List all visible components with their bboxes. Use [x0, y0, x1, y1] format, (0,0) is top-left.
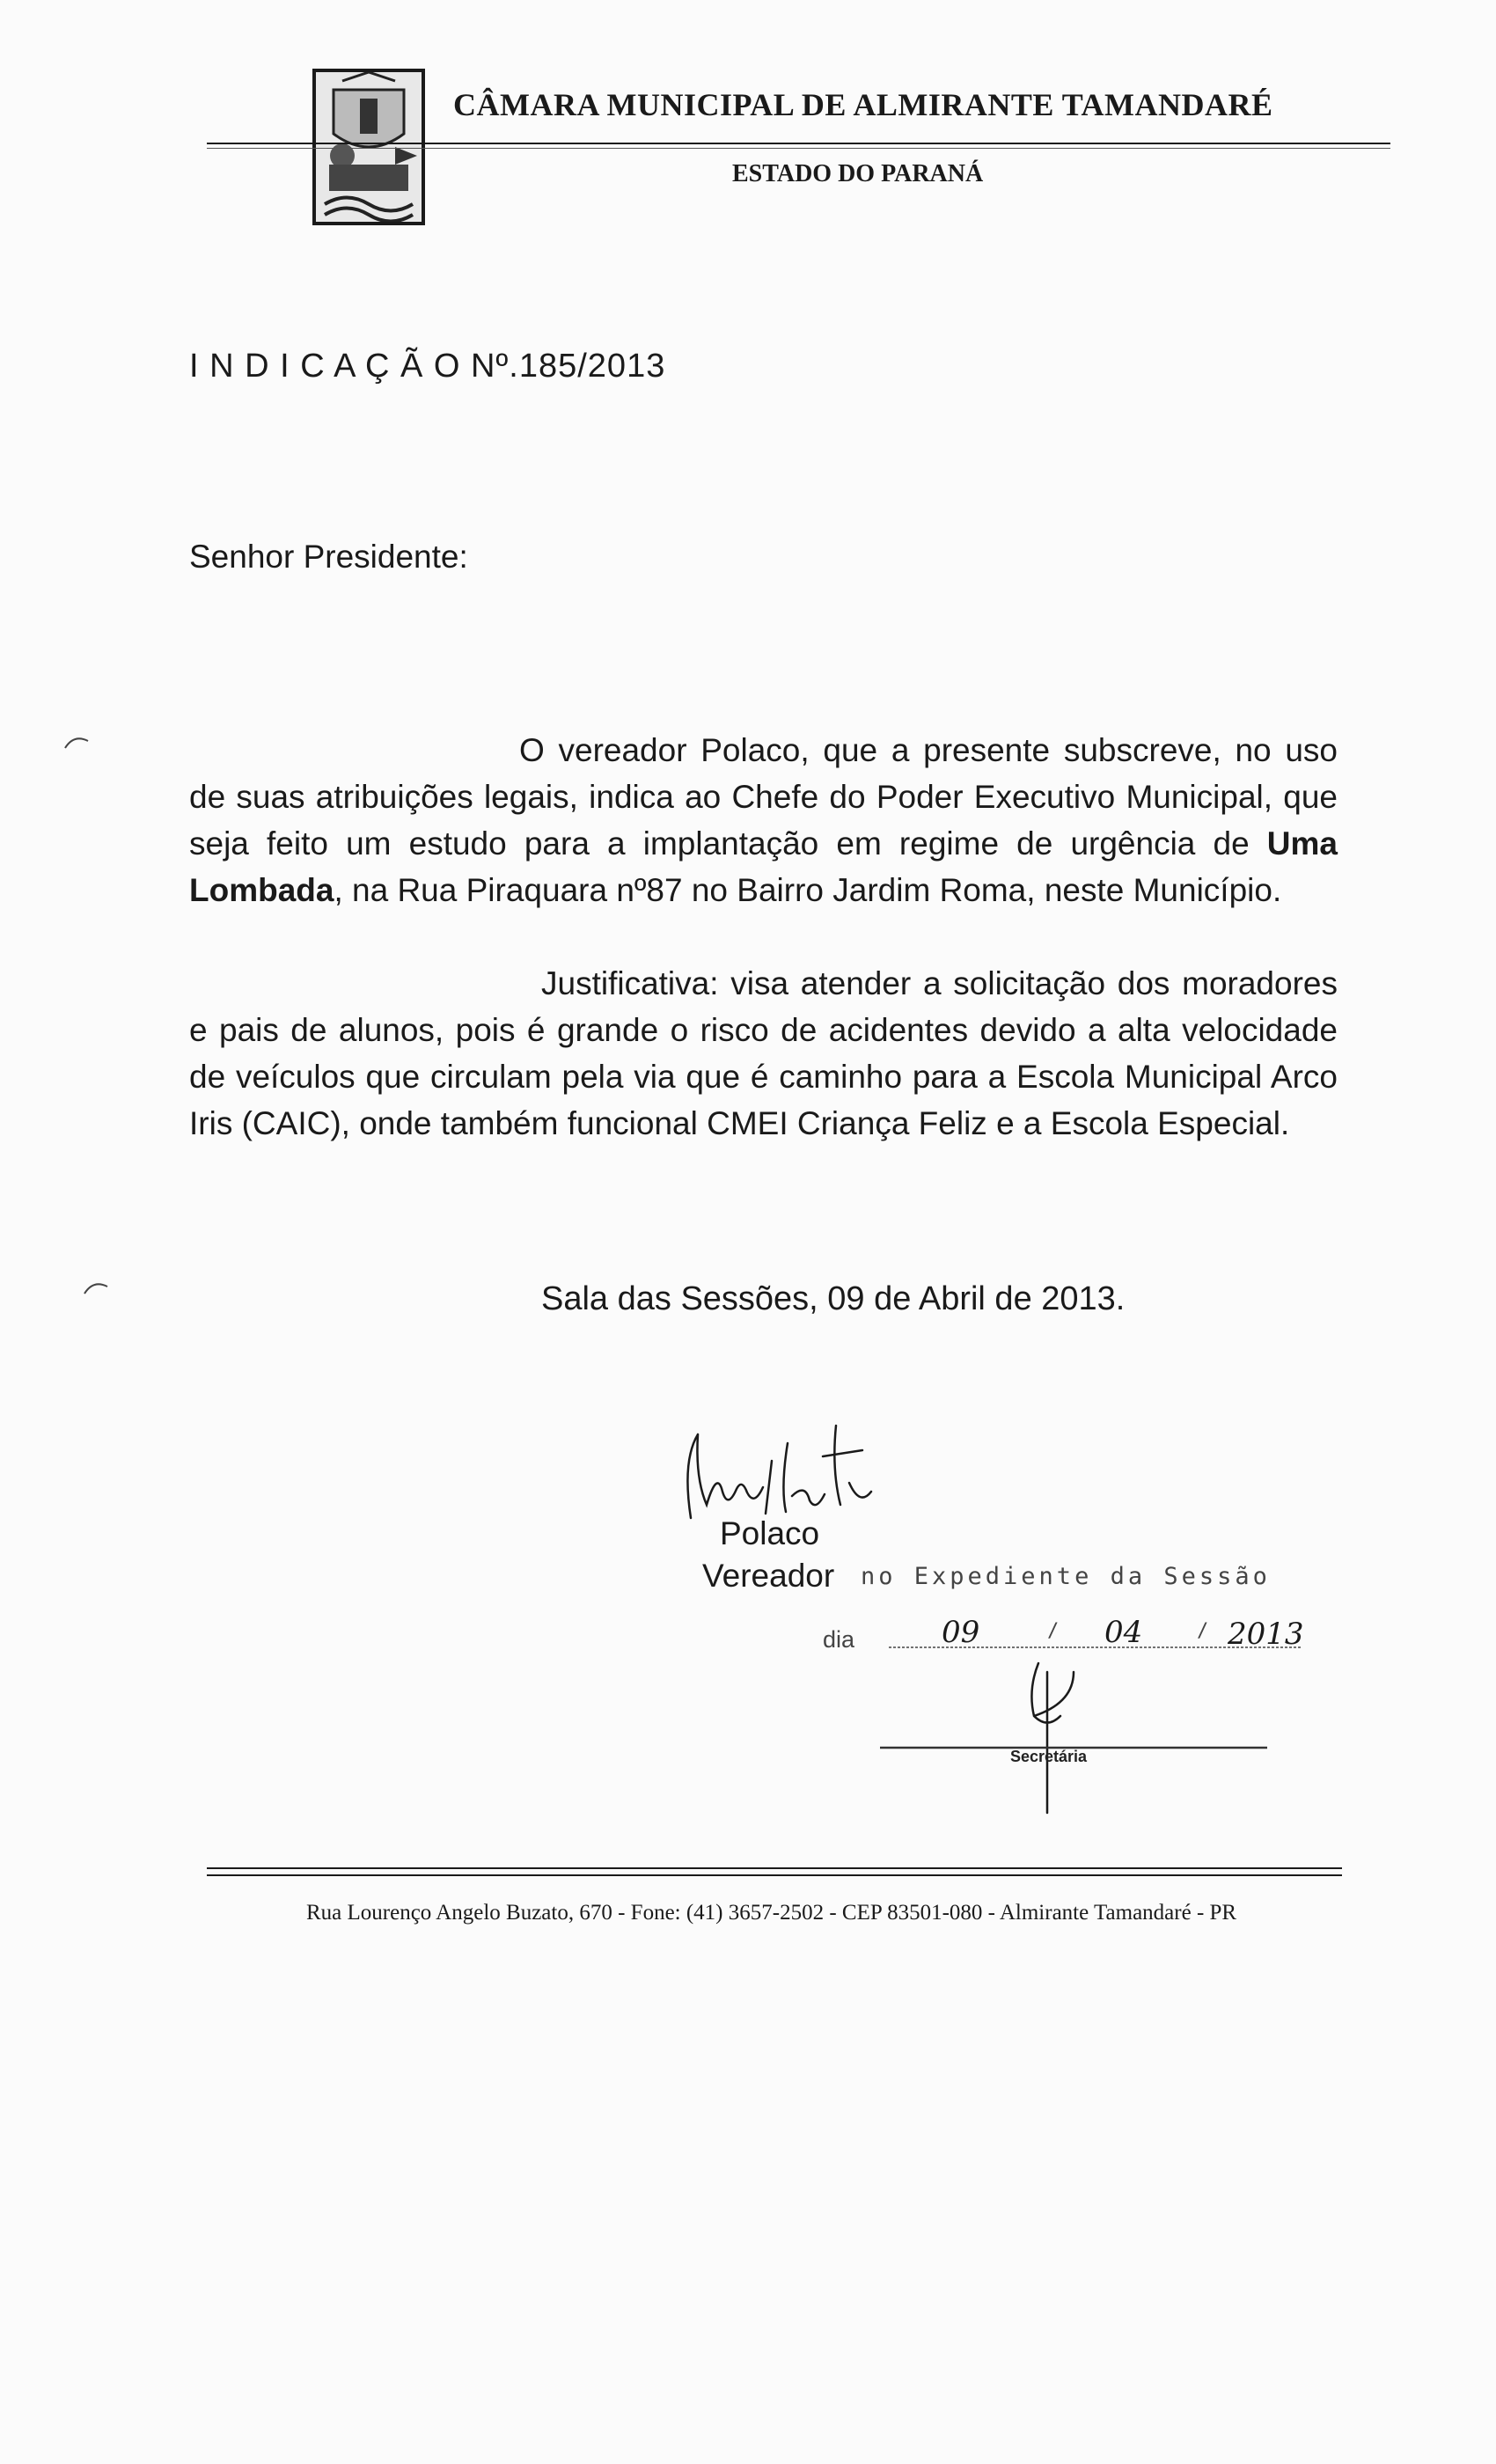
- paragraph2-text: Justificativa: visa atender a solicitação dos moradores e pais de alunos, pois é grande o risco de acidentes devido a alta velocidade de veículos que circulam pela via que é caminho para a Escola Municipal Arco Iris (CAIC), onde também funcional CMEI Criança Feliz e a Escola Especial.: [189, 965, 1338, 1141]
- paragraph1-end: , na Rua Piraquara nº87 no Bairro Jardim Roma, neste Município.: [334, 872, 1282, 908]
- punch-hole-mark-icon: [81, 1274, 111, 1304]
- footer-divider: [207, 1867, 1342, 1869]
- header-divider: [207, 143, 1390, 144]
- indication-number: I N D I C A Ç Ã O Nº.185/2013: [189, 348, 666, 385]
- session-date: Sala das Sessões, 09 de Abril de 2013.: [541, 1280, 1126, 1317]
- stamp-dia-label: dia: [823, 1626, 855, 1653]
- crest-emblem-icon: [316, 72, 422, 222]
- footer-address: Rua Lourenço Angelo Buzato, 670 - Fone: (41) 3657-2502 - CEP 83501-080 - Almirante Tamandaré - PR: [306, 1901, 1237, 1925]
- handwritten-signature: [656, 1408, 920, 1531]
- paragraph1-bold: Uma Lombada: [189, 825, 1338, 908]
- paragraph1-text: O vereador Polaco, que a presente subscreve, no uso de suas atribuições legais, indica ao Chefe do Poder Executivo Municipal, que seja feito um estudo para a implantação em regime de urgência de: [189, 732, 1338, 862]
- punch-hole-mark-icon: [62, 729, 92, 759]
- header-divider-thin: [207, 148, 1390, 149]
- paragraph-justification: [189, 960, 1338, 1147]
- stamp-expediente-text: no Expediente da Sessão: [861, 1563, 1271, 1590]
- paragraph-indication: [189, 727, 1338, 913]
- stamp-day: 09: [942, 1617, 980, 1650]
- svg-text:/: /: [1197, 1620, 1209, 1642]
- svg-text:/: /: [1047, 1620, 1060, 1642]
- signer-role: Vereador: [702, 1558, 835, 1594]
- footer-divider-second: [207, 1874, 1342, 1876]
- council-title: CÂMARA MUNICIPAL DE ALMIRANTE TAMANDARÉ: [453, 87, 1273, 122]
- secretary-initials-signature: [1012, 1654, 1091, 1822]
- salutation: Senhor Presidente:: [189, 539, 468, 575]
- state-subtitle: ESTADO DO PARANÁ: [732, 160, 984, 187]
- stamp-date-line: [889, 1617, 1311, 1653]
- stamp-month: 04: [1104, 1617, 1143, 1650]
- signer-name: Polaco: [720, 1515, 820, 1551]
- municipal-crest-logo: [312, 69, 425, 225]
- stamp-secretary-label: Secretária: [1010, 1748, 1088, 1765]
- stamp-year: 2013: [1228, 1617, 1304, 1652]
